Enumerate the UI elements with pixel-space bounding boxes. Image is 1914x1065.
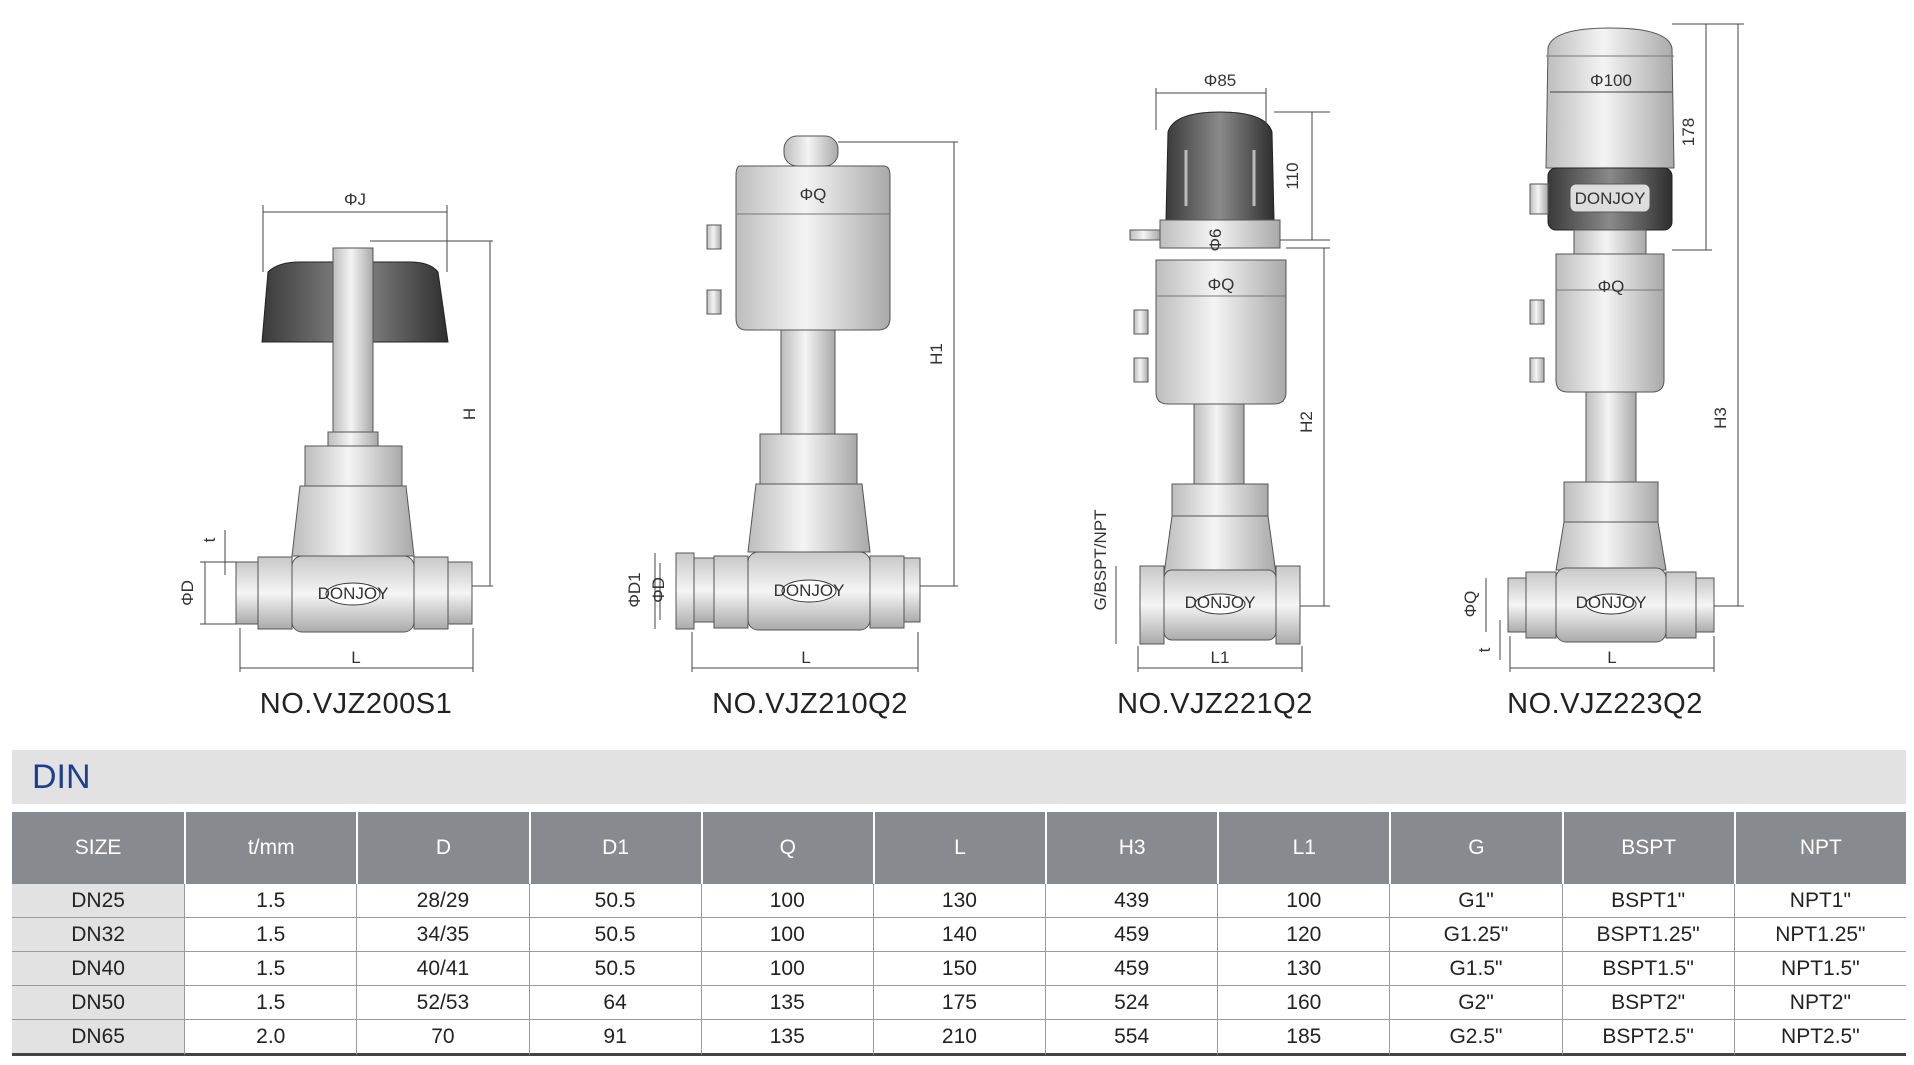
table-cell: 52/53 (356, 986, 528, 1020)
table-cell: 175 (873, 986, 1045, 1020)
spec-table (12, 812, 1906, 1056)
top-cover (1166, 112, 1274, 220)
table-cell: 459 (1045, 952, 1217, 986)
dim-label: t (1475, 647, 1494, 653)
valve-body (748, 484, 870, 552)
actuator (1556, 254, 1664, 392)
table-cell: NPT1.25" (1734, 918, 1906, 952)
table-cell: G1.5" (1389, 952, 1561, 986)
table-cell: 34/35 (356, 918, 528, 952)
table-cell: 140 (873, 918, 1045, 952)
model-label-vjz210q2: NO.VJZ210Q2 (712, 688, 908, 720)
logo-text: DONJOY (773, 581, 845, 600)
column-header: SIZE (12, 812, 184, 884)
column-header: L (873, 812, 1045, 884)
table-cell: 28/29 (356, 884, 528, 918)
dim-label: ΦQ (1461, 590, 1480, 618)
dim-label: ΦQ (799, 185, 827, 204)
table-cell: BSPT1.5" (1562, 952, 1734, 986)
bonnet (760, 434, 857, 484)
table-row (12, 918, 1906, 952)
table-cell: 64 (529, 986, 701, 1020)
table-cell: 135 (701, 986, 873, 1020)
size-cell: DN65 (12, 1020, 184, 1056)
valve-body (1556, 522, 1666, 570)
logo-text: DONJOY (317, 584, 389, 603)
column-header: D (356, 812, 528, 884)
table-cell: BSPT2.5" (1562, 1020, 1734, 1056)
table-row (12, 986, 1906, 1020)
dim-label: L (1607, 648, 1617, 667)
table-cell: 210 (873, 1020, 1045, 1056)
table-cell: 100 (701, 952, 873, 986)
dim-label: 110 (1283, 162, 1302, 190)
logo-text: DONJOY (1184, 593, 1256, 612)
din-section-header (12, 750, 1906, 804)
column-header: G (1389, 812, 1561, 884)
valve-body (292, 486, 414, 556)
size-cell: DN50 (12, 986, 184, 1020)
stem-column (333, 248, 373, 438)
drawing-vjz221q2 (1091, 71, 1330, 672)
logo-text: DONJOY (1574, 189, 1646, 208)
table-cell: 91 (529, 1020, 701, 1056)
dim-label: ΦD (649, 577, 668, 603)
table-row (12, 1020, 1906, 1056)
table-cell: NPT2" (1734, 986, 1906, 1020)
logo-text: DONJOY (1575, 593, 1647, 612)
dim-label: Φ85 (1203, 71, 1237, 90)
table-cell: NPT1.5" (1734, 952, 1906, 986)
top-cover (1546, 28, 1674, 168)
table-cell: 50.5 (529, 952, 701, 986)
stem-column (1194, 404, 1244, 484)
drawing-vjz223q2 (1461, 24, 1744, 672)
dim-label: H (460, 407, 479, 421)
table-cell: 100 (701, 884, 873, 918)
table-cell: 1.5 (184, 986, 356, 1020)
stem-column (1586, 392, 1636, 482)
table-cell: 50.5 (529, 918, 701, 952)
column-header: L1 (1217, 812, 1389, 884)
table-cell: 120 (1217, 918, 1389, 952)
table-cell: BSPT2" (1562, 986, 1734, 1020)
dim-label: L (351, 648, 361, 667)
table-cell: 2.0 (184, 1020, 356, 1056)
table-header-row (12, 812, 1906, 884)
table-cell: 40/41 (356, 952, 528, 986)
size-cell: DN40 (12, 952, 184, 986)
table-cell: BSPT1" (1562, 884, 1734, 918)
table-cell: 100 (1217, 884, 1389, 918)
bonnet (1564, 482, 1658, 522)
din-title: DIN (32, 758, 91, 796)
model-label-vjz200s1: NO.VJZ200S1 (259, 688, 453, 720)
dim-label: Φ100 (1590, 71, 1632, 90)
dim-label: ΦQ (1207, 275, 1235, 294)
dim-label: Φ6 (1206, 228, 1225, 252)
table-cell: G1.25" (1389, 918, 1561, 952)
size-cell: DN25 (12, 884, 184, 918)
table-cell: 100 (701, 918, 873, 952)
size-cell: DN32 (12, 918, 184, 952)
table-cell: NPT1" (1734, 884, 1906, 918)
table-cell: 70 (356, 1020, 528, 1056)
table-body (12, 884, 1906, 1056)
model-label-vjz221q2: NO.VJZ221Q2 (1117, 688, 1313, 720)
dim-label: ΦD (178, 580, 197, 606)
table-cell: 1.5 (184, 884, 356, 918)
dim-label: H1 (927, 343, 946, 365)
table-cell: 1.5 (184, 918, 356, 952)
dim-label: ΦJ (343, 190, 367, 209)
table-cell: 150 (873, 952, 1045, 986)
column-header: NPT (1734, 812, 1906, 884)
dim-label: 178 (1679, 117, 1698, 147)
drawing-vjz210q2 (625, 136, 958, 672)
model-label-vjz223q2: NO.VJZ223Q2 (1507, 688, 1703, 720)
table-row (12, 884, 1906, 918)
table-cell: 130 (1217, 952, 1389, 986)
dim-label: ΦQ (1597, 277, 1625, 296)
table-cell: G2.5" (1389, 1020, 1561, 1056)
column-header: D1 (529, 812, 701, 884)
table-cell: BSPT1.25" (1562, 918, 1734, 952)
table-cell: 1.5 (184, 952, 356, 986)
table-cell: NPT2.5" (1734, 1020, 1906, 1056)
dim-label: H3 (1711, 407, 1730, 429)
table-cell: 130 (873, 884, 1045, 918)
table-cell: G2" (1389, 986, 1561, 1020)
column-header: Q (701, 812, 873, 884)
table-cell: 459 (1045, 918, 1217, 952)
table-cell: 554 (1045, 1020, 1217, 1056)
dim-label: H2 (1297, 411, 1316, 433)
dim-label: L1 (1210, 648, 1230, 667)
table-cell: G1" (1389, 884, 1561, 918)
dim-label: G/BSPT/NPT (1091, 509, 1110, 611)
dim-label: L (801, 648, 811, 667)
table-cell: 160 (1217, 986, 1389, 1020)
bonnet (1172, 484, 1268, 516)
column-header: BSPT (1562, 812, 1734, 884)
table-cell: 185 (1217, 1020, 1389, 1056)
dim-label: t (200, 537, 219, 543)
drawing-vjz200s1 (178, 190, 493, 672)
bonnet (305, 446, 402, 486)
table-row (12, 952, 1906, 986)
table-cell: 439 (1045, 884, 1217, 918)
table-cell: 524 (1045, 986, 1217, 1020)
column-header: t/mm (184, 812, 356, 884)
stem-column (781, 330, 835, 434)
valve-body (1164, 516, 1276, 574)
table-cell: 135 (701, 1020, 873, 1056)
column-header: H3 (1045, 812, 1217, 884)
table-cell: 50.5 (529, 884, 701, 918)
dim-label: ΦD1 (625, 572, 644, 608)
